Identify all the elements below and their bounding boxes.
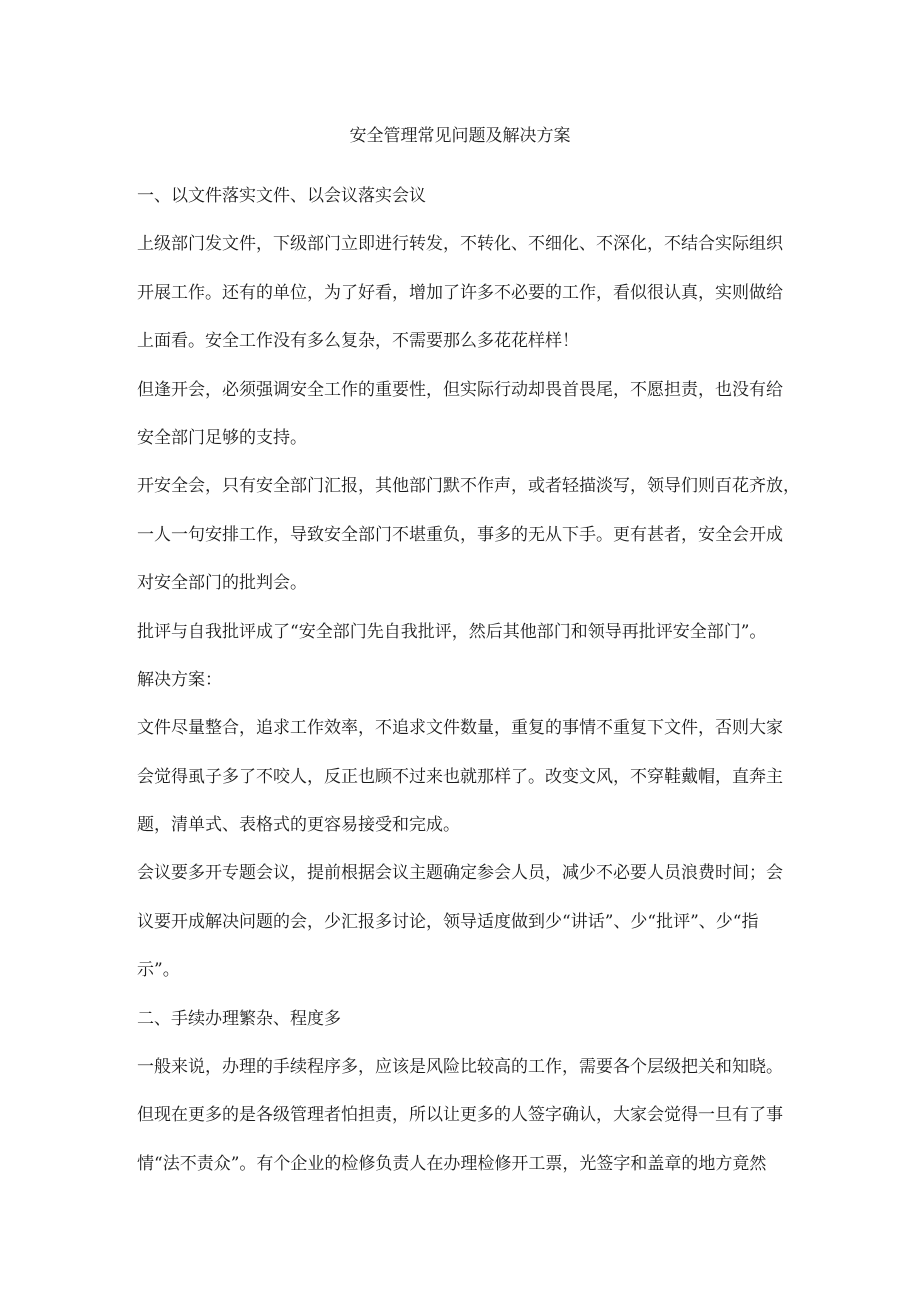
text-line: 但现在更多的是各级管理者怕担责，所以让更多的人签字确认，大家会觉得一旦有了事 xyxy=(137,1105,783,1126)
text-line: 文件尽量整合，追求工作效率，不追求文件数量，重复的事情不重复下文件，否则大家 xyxy=(137,718,783,739)
text-line: 对安全部门的批判会。 xyxy=(137,573,307,594)
section-heading-1: 一、以文件落实文件、以会议落实会议 xyxy=(137,186,426,206)
text-line: 安全部门足够的支持。 xyxy=(137,427,307,448)
text-line: 上面看。安全工作没有多么复杂，不需要那么多花花样样！ xyxy=(137,331,579,352)
text-line: 上级部门发文件，下级部门立即进行转发，不转化、不细化、不深化，不结合实际组织 xyxy=(137,234,783,255)
text-line: 开展工作。还有的单位，为了好看，增加了许多不必要的工作，看似很认真，实则做给 xyxy=(137,282,783,303)
document-body xyxy=(137,172,800,1188)
solution-heading: 解决方案： xyxy=(137,669,222,690)
section-heading-2: 二、手续办理繁杂、程度多 xyxy=(137,1008,341,1029)
text-line: 批评与自我批评成了“安全部门先自我批评，然后其他部门和领导再批评安全部门”。 xyxy=(137,621,767,642)
text-line: 但逢开会，必须强调安全工作的重要性，但实际行动却畏首畏尾，不愿担责，也没有给 xyxy=(137,379,783,400)
text-line: 会议要多开专题会议，提前根据会议主题确定参会人员，减少不必要人员浪费时间；会 xyxy=(137,863,783,884)
text-line: 一人一句安排工作，导致安全部门不堪重负，事多的无从下手。更有甚者，安全会开成 xyxy=(137,524,783,545)
text-line: 会觉得虱子多了不咬人，反正也顾不过来也就那样了。改变文风，不穿鞋戴帽，直奔主 xyxy=(137,766,783,787)
text-line: 示”。 xyxy=(137,960,180,981)
text-line: 题，清单式、表格式的更容易接受和完成。 xyxy=(137,815,460,836)
text-line: 一般来说，办理的手续程序多，应该是风险比较高的工作，需要各个层级把关和知晓。 xyxy=(137,1057,783,1078)
text-line: 开安全会，只有安全部门汇报，其他部门默不作声，或者轻描淡写，领导们则百花齐放， xyxy=(137,476,800,497)
text-line: 情“法不责众”。有个企业的检修负责人在办理检修开工票，光签字和盖章的地方竟然 xyxy=(137,1153,767,1174)
text-line: 议要开成解决问题的会，少汇报多讨论，领导适度做到少“讲话”、少“批评”、少“指 xyxy=(137,911,759,932)
document-title: 安全管理常见问题及解决方案 xyxy=(349,126,571,146)
